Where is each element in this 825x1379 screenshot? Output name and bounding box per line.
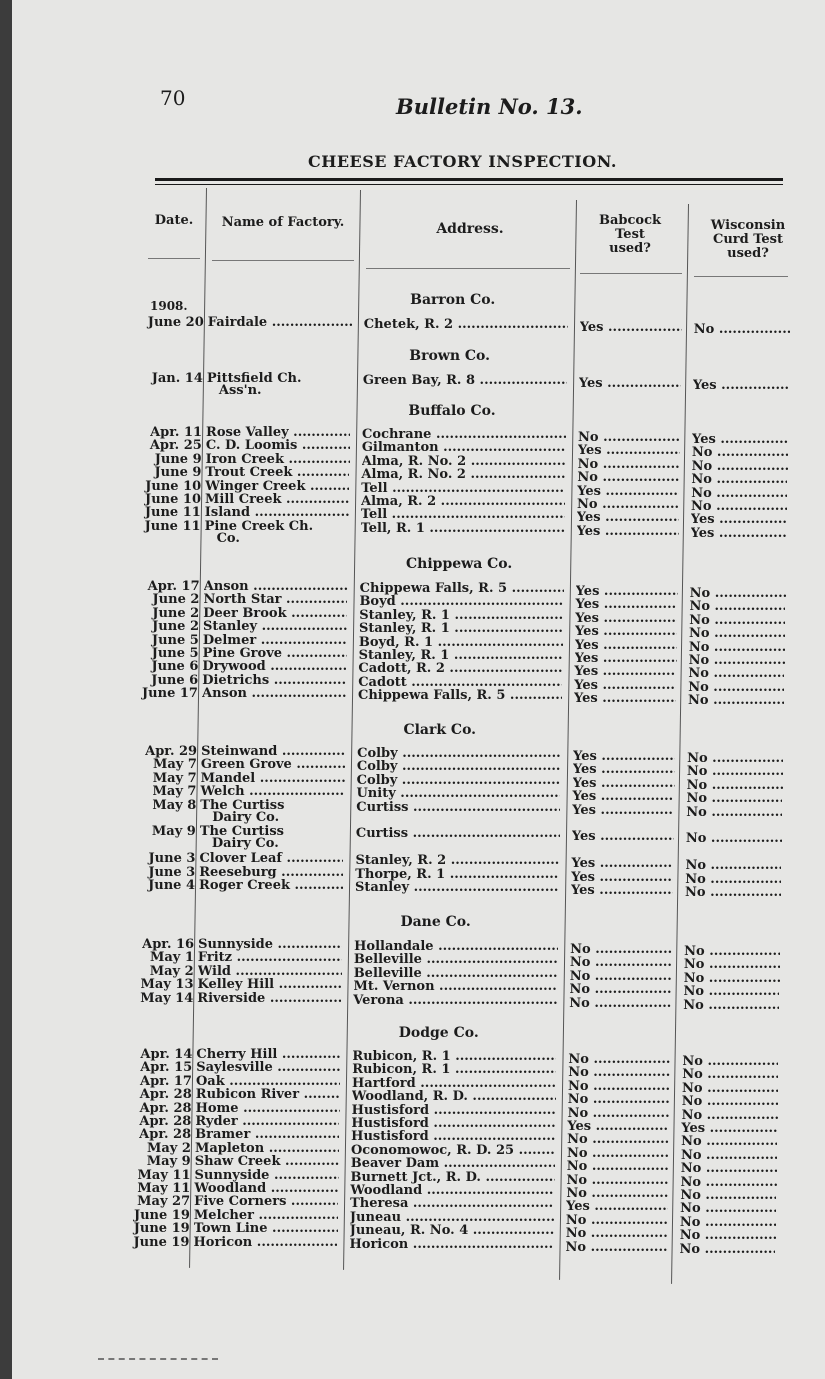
row-factory-name: Fairdale ..... (208, 316, 352, 329)
row-babcock: No ..... (568, 1107, 670, 1120)
row-babcock: Yes ..... (574, 665, 676, 678)
row-wisconsin: No ..... (688, 681, 784, 694)
row-factory-name: Deer Brook ..... (203, 607, 347, 620)
row-address: Boyd, R. 1 ..... (359, 636, 563, 649)
row-factory-name: Iron Creek ..... (206, 453, 350, 466)
row-address: Juneau ..... (350, 1211, 554, 1224)
row-wisconsin: No ..... (681, 1135, 777, 1148)
row-date: June 17 (142, 686, 198, 702)
row-address: Woodland, R. D. ..... (352, 1090, 556, 1103)
row-address: Beaver Dam ..... (351, 1157, 555, 1170)
page-title: CHEESE FACTORY INSPECTION. (308, 152, 617, 171)
row-babcock: Yes ..... (571, 871, 673, 884)
row-date: June 5 (151, 646, 199, 661)
row-address: Belleville ..... (354, 953, 558, 966)
row-factory-name-cont: Co. (216, 530, 240, 546)
row-wisconsin: No ..... (682, 1082, 778, 1095)
row-date: Apr. 14 (140, 1047, 193, 1062)
row-date: Apr. 25 (149, 438, 202, 454)
footer-mark (98, 1358, 218, 1362)
row-babcock: Yes ..... (577, 485, 679, 498)
row-babcock: No ..... (570, 956, 672, 969)
header-babcock-line3: used? (609, 241, 651, 256)
row-factory-name: Rose Valley ..... (206, 426, 350, 439)
row-address: Colby ..... (357, 747, 561, 760)
row-factory-name: Town Line ..... (194, 1222, 338, 1235)
bulletin-title: Bulletin No. 13. (396, 94, 583, 119)
row-address: Stanley, R. 1 ..... (359, 609, 563, 622)
row-address: Stanley, R. 1 ..... (359, 649, 563, 662)
row-wisconsin: No ..... (681, 1162, 777, 1175)
row-factory-name: Anson ..... (204, 580, 348, 593)
row-factory-name: The Curtiss (199, 825, 284, 839)
row-address: Curtiss ..... (356, 827, 560, 840)
header-date: Date. (154, 213, 194, 228)
row-wisconsin: No ..... (682, 1068, 778, 1081)
row-date: Apr. 28 (139, 1114, 192, 1129)
row-address: Verona ..... (353, 994, 557, 1007)
row-babcock: No ..... (577, 471, 679, 484)
row-wisconsin: No ..... (684, 972, 780, 985)
row-babcock: Yes ..... (576, 585, 678, 598)
row-date: May 14 (140, 990, 194, 1006)
row-wisconsin: No ..... (685, 859, 781, 872)
row-factory-name: Anson ..... (202, 687, 346, 700)
row-babcock: Yes ..... (575, 639, 677, 652)
row-address: Green Bay, R. 8 ..... (363, 374, 567, 387)
row-date: May 2 (146, 1140, 191, 1156)
row-babcock: No ..... (569, 997, 671, 1010)
row-date: June 11 (144, 505, 201, 521)
row-wisconsin: No ..... (694, 323, 790, 336)
row-date: May 2 (149, 963, 194, 979)
row-wisconsin: No ..... (685, 886, 781, 899)
row-babcock: No ..... (567, 1133, 669, 1146)
row-address: Stanley, R. 1 ..... (359, 622, 563, 635)
county-heading: Buffalo Co. (408, 403, 496, 419)
row-wisconsin: No ..... (691, 500, 787, 513)
row-date: May 1 (149, 950, 194, 966)
row-date: Apr. 28 (139, 1127, 192, 1143)
header-wisconsin-line3: used? (727, 246, 769, 261)
row-wisconsin: No ..... (689, 614, 785, 627)
row-factory-name: Drywood ..... (202, 660, 346, 673)
row-factory-name: Sunnyside ..... (198, 938, 342, 951)
row-date: June 5 (151, 632, 199, 648)
header-underline-address (366, 268, 570, 269)
row-address: Juneau, R. No. 4 ..... (350, 1224, 554, 1237)
row-factory-name: North Star ..... (203, 593, 347, 606)
row-babcock: Yes ..... (577, 511, 679, 524)
row-babcock: Yes ..... (573, 750, 675, 763)
row-address: Tell, R. 1 ..... (361, 522, 565, 535)
row-babcock: Yes ..... (580, 321, 682, 334)
row-date: June 10 (145, 478, 202, 494)
row-wisconsin: No ..... (681, 1149, 777, 1162)
row-address: Gilmanton ..... (362, 441, 566, 454)
row-address: Rubicon, R. 1 ..... (352, 1063, 556, 1076)
row-address: Cadott, R. 2 ..... (358, 662, 562, 675)
row-address: Chetek, R. 2 ..... (364, 318, 568, 331)
row-factory-name: Bramer ..... (195, 1128, 339, 1141)
row-babcock: No ..... (568, 1066, 670, 1079)
header-babcock (582, 214, 678, 256)
row-factory-name: Kelley Hill ..... (197, 978, 341, 991)
row-factory-name: Melcher ..... (194, 1209, 338, 1222)
row-babcock: No ..... (566, 1187, 668, 1200)
row-factory-name-cont: Dairy Co. (212, 809, 280, 825)
row-wisconsin: No ..... (689, 641, 785, 654)
row-factory-name: Reeseburg ..... (199, 866, 343, 879)
row-factory-name: Horicon ..... (193, 1236, 337, 1249)
row-date: June 6 (151, 659, 199, 675)
row-date: May 11 (137, 1181, 191, 1196)
row-date: May 11 (137, 1167, 191, 1183)
row-factory-name: Island ..... (205, 506, 349, 519)
row-address: Hollandale ..... (354, 940, 558, 953)
row-date: June 9 (154, 451, 202, 467)
page-binding-edge (0, 0, 12, 1379)
row-date: Apr. 28 (139, 1087, 192, 1103)
row-wisconsin: Yes ..... (691, 527, 787, 540)
row-address: Alma, R. 2 ..... (361, 495, 565, 508)
row-babcock: Yes ..... (575, 598, 677, 611)
row-wisconsin: No ..... (692, 446, 788, 459)
header-wisconsin-line2: Curd Test (712, 232, 784, 247)
title-rule-thick (155, 178, 783, 181)
row-address: Chippewa Falls, R. 5 ..... (360, 582, 564, 595)
row-date: June 20 (147, 315, 204, 330)
row-wisconsin: No ..... (687, 765, 783, 778)
row-babcock: No ..... (578, 458, 680, 471)
row-babcock: Yes ..... (573, 763, 675, 776)
county-heading: Brown Co. (409, 348, 491, 364)
row-address: Alma, R. No. 2 ..... (362, 455, 566, 468)
row-wisconsin: No ..... (686, 806, 782, 819)
row-address: Colby ..... (357, 774, 561, 787)
row-address: Chippewa Falls, R. 5 ..... (358, 689, 562, 702)
row-factory-name: Riverside ..... (197, 992, 341, 1005)
row-wisconsin: No ..... (686, 832, 782, 845)
row-wisconsin: No ..... (692, 460, 788, 473)
row-factory-name: Roger Creek ..... (199, 879, 343, 892)
row-factory-name: Dietrichs ..... (202, 674, 346, 687)
row-date: May 7 (152, 770, 197, 786)
row-factory-name: Mandel ..... (201, 772, 345, 785)
row-babcock: No ..... (565, 1241, 667, 1254)
row-factory-name-cont: Ass'n. (218, 383, 262, 398)
row-babcock: No ..... (566, 1227, 668, 1240)
row-date: Apr. 15 (140, 1060, 193, 1076)
row-date: Apr. 29 (145, 744, 198, 759)
row-date: June 10 (145, 492, 201, 507)
row-date: June 2 (152, 605, 200, 621)
row-factory-name: C. D. Loomis ..... (206, 439, 350, 452)
row-babcock: Yes ..... (572, 830, 674, 843)
title-rule-thin (155, 184, 783, 185)
row-date: May 7 (152, 784, 197, 800)
row-date: May 13 (140, 977, 194, 993)
row-babcock: Yes ..... (577, 525, 679, 538)
row-wisconsin: Yes ..... (693, 379, 789, 392)
row-date: Apr. 28 (139, 1100, 192, 1116)
row-wisconsin: No ..... (682, 1055, 778, 1068)
row-factory-name: Stanley ..... (203, 620, 347, 633)
row-factory-name: Shaw Creek ..... (195, 1155, 339, 1168)
row-date: May 9 (151, 824, 196, 840)
row-babcock: Yes ..... (575, 625, 677, 638)
row-factory-name: Steinwand ..... (201, 745, 345, 758)
row-wisconsin: No ..... (687, 752, 783, 765)
row-wisconsin: No ..... (683, 999, 779, 1012)
row-factory-name: Clover Leaf ..... (199, 852, 343, 865)
row-factory-name: Cherry Hill ..... (196, 1048, 340, 1061)
row-address: Cochrane ..... (362, 428, 566, 441)
county-heading: Dane Co. (400, 914, 471, 930)
row-address: Alma, R. No. 2 ..... (361, 468, 565, 481)
header-address: Address. (436, 221, 504, 237)
row-wisconsin: No ..... (689, 627, 785, 640)
row-factory-name: Delmer ..... (203, 634, 347, 647)
row-babcock: No ..... (567, 1174, 669, 1187)
row-address: Tell ..... (361, 508, 565, 521)
row-wisconsin: No ..... (681, 1176, 777, 1189)
row-date: June 19 (133, 1234, 190, 1250)
row-date: Apr. 17 (147, 579, 200, 594)
row-date: May 8 (152, 797, 197, 813)
header-babcock-line2: Test (615, 227, 645, 242)
row-factory-name: Ryder ..... (195, 1115, 339, 1128)
row-babcock: Yes ..... (566, 1200, 668, 1213)
row-wisconsin: No ..... (680, 1229, 776, 1242)
row-wisconsin: No ..... (691, 473, 787, 486)
row-factory-name: Winger Creek ..... (205, 480, 349, 493)
row-factory-name: Pine Grove ..... (203, 647, 347, 660)
row-wisconsin: No ..... (684, 958, 780, 971)
row-address: Woodland ..... (350, 1184, 554, 1197)
row-date: May 7 (152, 757, 197, 773)
row-babcock: No ..... (570, 970, 672, 983)
row-babcock: Yes ..... (575, 612, 677, 625)
row-address: Mt. Vernon ..... (353, 980, 557, 993)
row-wisconsin: No ..... (683, 985, 779, 998)
row-date: June 19 (133, 1221, 190, 1237)
row-factory-name: The Curtiss (200, 798, 285, 812)
row-factory-name: Sunnyside ..... (195, 1169, 339, 1182)
row-address: Thorpe, R. 1 ..... (355, 868, 559, 881)
row-wisconsin: Yes ..... (691, 513, 787, 526)
row-factory-name: Mapleton ..... (195, 1142, 339, 1155)
row-date: June 3 (148, 851, 196, 867)
row-factory-name: Trout Creek ..... (205, 466, 349, 479)
row-address: Hustisford ..... (351, 1117, 555, 1130)
row-address: Belleville ..... (354, 967, 558, 980)
county-heading: Barron Co. (410, 292, 496, 308)
header-factory: Name of Factory. (221, 215, 345, 230)
row-address: Colby ..... (357, 760, 561, 773)
row-babcock: No ..... (567, 1147, 669, 1160)
row-babcock: No ..... (568, 1093, 670, 1106)
row-date: Apr. 17 (140, 1073, 192, 1089)
row-address: Burnett Jct., R. D. ..... (351, 1171, 555, 1184)
header-babcock-line1: Babcock (598, 213, 661, 228)
header-wisconsin (696, 219, 800, 261)
row-address: Unity ..... (356, 787, 560, 800)
row-date: Apr. 16 (142, 937, 195, 952)
row-wisconsin: No ..... (690, 587, 786, 600)
row-date: June 19 (133, 1207, 190, 1223)
row-factory-name: Green Grove ..... (201, 758, 345, 771)
row-date: Apr. 11 (150, 425, 203, 440)
row-babcock: No ..... (567, 1160, 669, 1173)
row-wisconsin: No ..... (682, 1109, 778, 1122)
row-babcock: Yes ..... (572, 790, 674, 803)
row-babcock: No ..... (566, 1214, 668, 1227)
row-date: June 11 (144, 518, 201, 534)
row-address: Tell ..... (361, 482, 565, 495)
row-factory-name: Rubicon River ..... (196, 1088, 340, 1101)
row-wisconsin: No ..... (691, 487, 787, 500)
row-factory-name-cont: Dairy Co. (211, 836, 279, 852)
header-underline-wisconsin (694, 276, 788, 277)
row-address: Oconomowoc, R. D. 25 ..... (351, 1144, 555, 1157)
row-wisconsin: No ..... (689, 654, 785, 667)
row-address: Hartford ..... (352, 1077, 556, 1090)
row-wisconsin: Yes ..... (681, 1122, 777, 1135)
row-wisconsin: No ..... (684, 945, 780, 958)
row-date: May 9 (146, 1154, 191, 1170)
row-date: Jan. 14 (151, 371, 203, 386)
row-wisconsin: Yes ..... (692, 433, 788, 446)
row-factory-name: Home ..... (196, 1102, 340, 1115)
row-babcock: No ..... (578, 431, 680, 444)
row-date: June 4 (148, 878, 196, 893)
row-factory-name: Pine Creek Ch. (204, 519, 314, 533)
row-factory-name: Five Corners ..... (194, 1195, 338, 1208)
row-babcock: No ..... (577, 498, 679, 511)
row-babcock: Yes ..... (572, 804, 674, 817)
row-address: Rubicon, R. 1 ..... (352, 1050, 556, 1063)
row-wisconsin: No ..... (680, 1216, 776, 1229)
row-wisconsin: No ..... (688, 694, 784, 707)
row-babcock: No ..... (570, 943, 672, 956)
row-factory-name: Welch ..... (200, 785, 344, 798)
row-babcock: No ..... (568, 1053, 670, 1066)
row-factory-name: Pittsfield Ch. (206, 372, 302, 385)
row-babcock: Yes ..... (575, 652, 677, 665)
row-date: June 6 (151, 672, 199, 688)
row-address: Hustisford ..... (352, 1104, 556, 1117)
row-wisconsin: No ..... (687, 779, 783, 792)
row-factory-name: Saylesville ..... (196, 1061, 340, 1074)
page-number: 70 (160, 86, 186, 110)
county-heading: Dodge Co. (398, 1025, 479, 1041)
row-address: Stanley, R. 2 ..... (355, 854, 559, 867)
header-underline-date (148, 258, 200, 259)
row-address: Horicon ..... (349, 1238, 553, 1251)
row-wisconsin: No ..... (685, 873, 781, 886)
row-babcock: Yes ..... (579, 377, 681, 390)
row-address: Boyd ..... (359, 595, 563, 608)
row-babcock: Yes ..... (573, 777, 675, 790)
row-address: Theresa ..... (350, 1197, 554, 1210)
row-address: Stanley ..... (355, 881, 559, 894)
row-address: Cadott ..... (358, 676, 562, 689)
row-babcock: No ..... (569, 983, 671, 996)
row-factory-name: Wild ..... (198, 965, 342, 978)
row-date: June 9 (154, 465, 202, 481)
row-wisconsin: No ..... (686, 792, 782, 805)
row-babcock: Yes ..... (571, 884, 673, 897)
row-babcock: No ..... (568, 1080, 670, 1093)
row-wisconsin: No ..... (680, 1202, 776, 1215)
row-factory-name: Mill Creek ..... (205, 493, 349, 506)
row-factory-name: Woodland ..... (194, 1182, 338, 1195)
row-babcock: Yes ..... (567, 1120, 669, 1133)
row-address: Hustisford ..... (351, 1130, 555, 1143)
row-date: June 2 (152, 619, 200, 635)
row-babcock: Yes ..... (578, 444, 680, 457)
row-date: June 3 (148, 864, 196, 880)
row-wisconsin: No ..... (679, 1243, 775, 1256)
row-babcock: Yes ..... (574, 679, 676, 692)
row-wisconsin: No ..... (688, 667, 784, 680)
row-date: May 27 (137, 1194, 191, 1210)
county-heading: Clark Co. (403, 722, 477, 738)
county-heading: Chippewa Co. (406, 556, 513, 572)
header-wisconsin-line1: Wisconsin (710, 218, 786, 233)
row-babcock: Yes ..... (571, 857, 673, 870)
row-factory-name: Oak ..... (196, 1075, 340, 1088)
header-underline-babcock (580, 273, 682, 274)
row-date: June 2 (152, 592, 200, 608)
year-label: 1908. (150, 299, 188, 313)
header-underline-factory (212, 260, 354, 261)
row-wisconsin: No ..... (689, 600, 785, 613)
row-factory-name: Fritz ..... (198, 951, 342, 964)
row-address: Curtiss ..... (356, 801, 560, 814)
row-babcock: Yes ..... (574, 692, 676, 705)
row-wisconsin: No ..... (680, 1189, 776, 1202)
row-wisconsin: No ..... (682, 1095, 778, 1108)
